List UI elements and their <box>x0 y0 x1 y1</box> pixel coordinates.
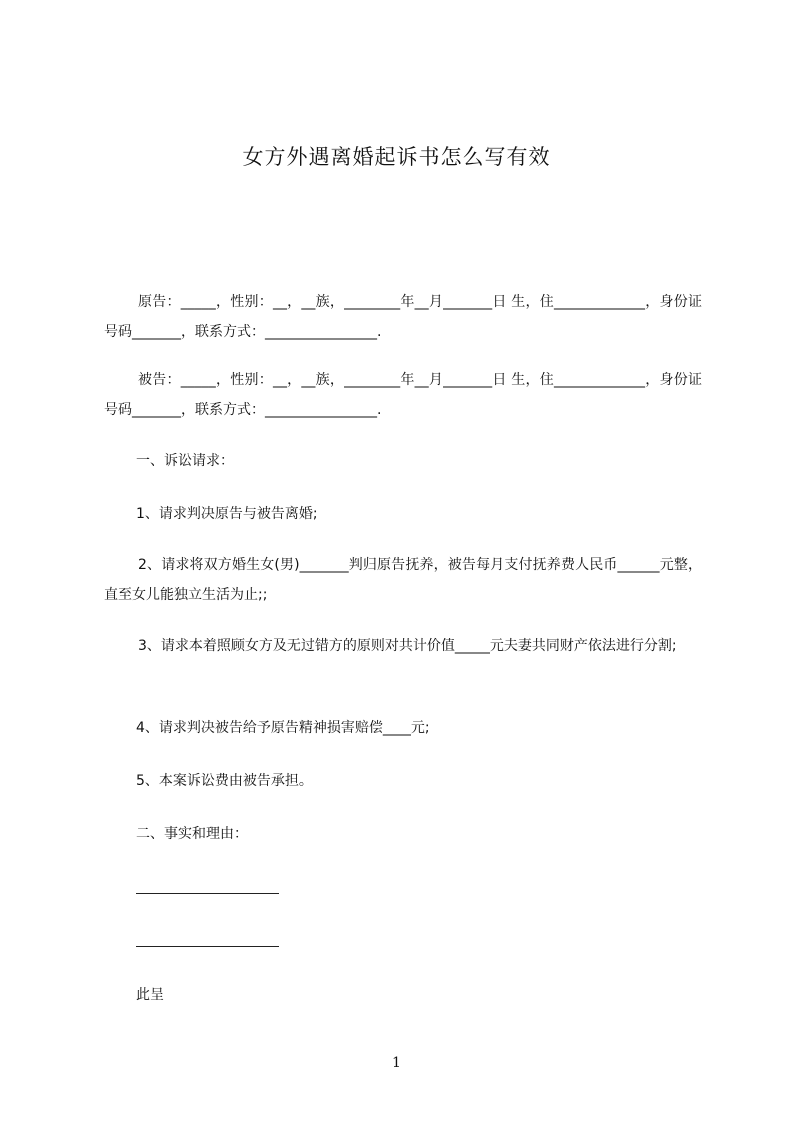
defendant-info: 被告：_____，性别：__，__族，________年__月_______日 生，住_____________，身份证号码_______，联系方式：________________. <box>104 372 702 418</box>
claim-item-1: 1、请求判决原告与被告离婚; <box>136 506 318 522</box>
plaintiff-info: 原告：_____，性别：__，__族，________年__月_______日 生，住_____________，身份证号码_______，联系方式：________________. <box>104 294 702 340</box>
closing-text: 此呈 <box>136 987 164 1003</box>
claim-item-3: 3、请求本着照顾女方及无过错方的原则对共计价值_____元夫妻共同财产依法进行分割; <box>138 638 677 654</box>
claim-item-2: 2、请求将双方婚生女(男)_______判归原告抚养，被告每月支付抚养费人民币______元整，直至女儿能独立生活为止;; <box>104 557 702 603</box>
page-number: 1 <box>392 1055 401 1071</box>
claim-item-5: 5、本案诉讼费由被告承担。 <box>136 773 313 789</box>
claims-heading: 一、诉讼请求： <box>136 453 234 469</box>
claim-item-4: 4、请求判决被告给予原告精神损害赔偿____元; <box>136 720 430 736</box>
blank-line-1 <box>136 893 279 894</box>
facts-heading: 二、事实和理由： <box>136 826 248 842</box>
document-title: 女方外遇离婚起诉书怎么写有效 <box>242 145 551 169</box>
blank-line-2 <box>136 946 279 947</box>
